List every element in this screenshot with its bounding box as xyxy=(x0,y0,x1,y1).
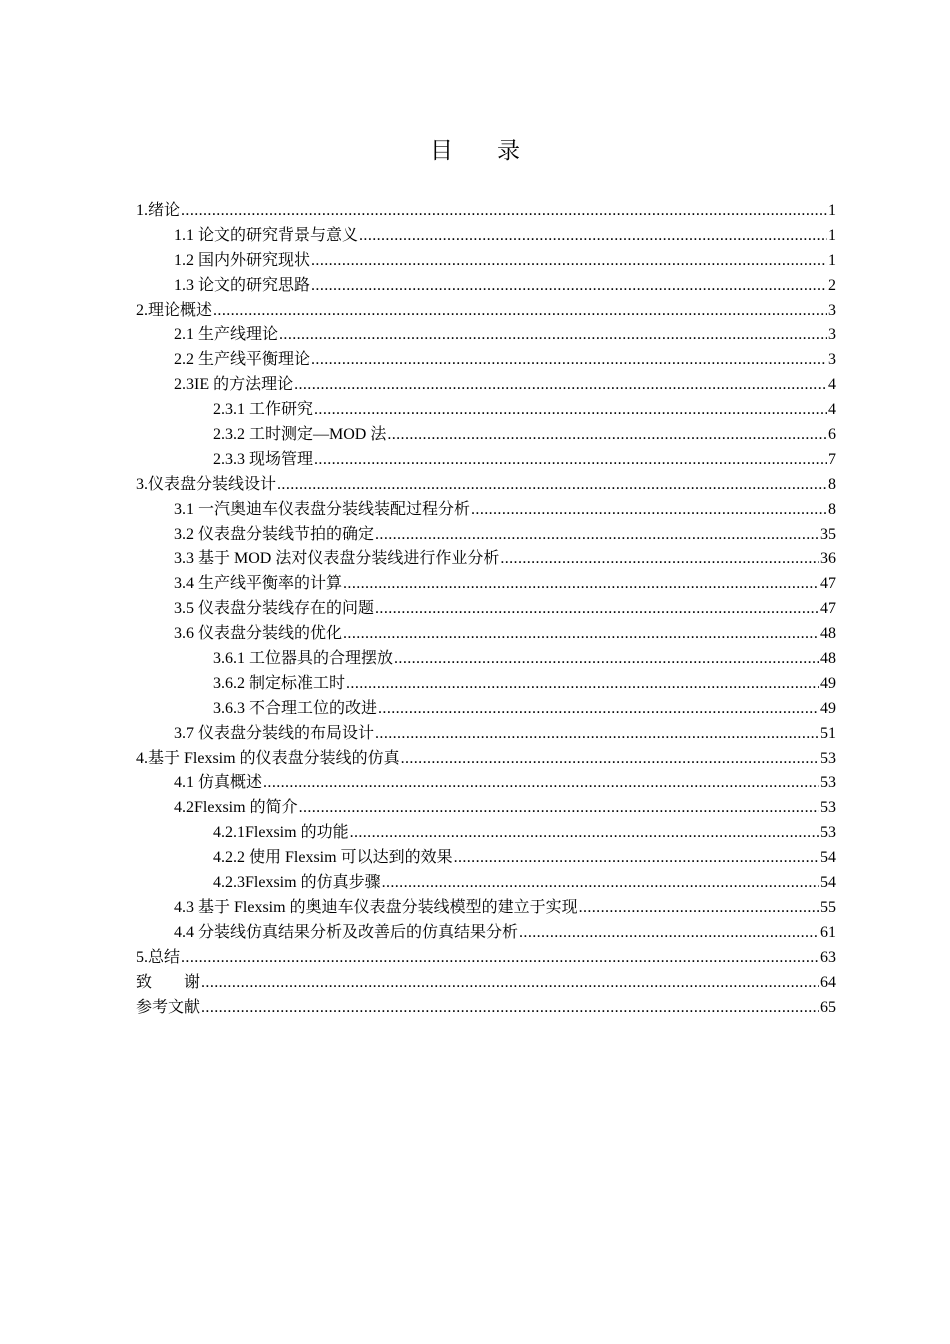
toc-dot-leader xyxy=(314,398,827,423)
toc-page-number: 48 xyxy=(820,650,836,668)
toc-dot-leader xyxy=(382,871,819,896)
toc-dot-leader xyxy=(311,274,827,299)
toc-entry-title: 2.3.3 现场管理 xyxy=(213,450,314,468)
toc-dot-leader xyxy=(378,697,819,722)
toc-dot-leader xyxy=(343,622,819,647)
toc-page-number: 8 xyxy=(828,500,836,518)
toc-entry-title: 3.4 生产线平衡率的计算 xyxy=(174,575,343,593)
toc-entry[interactable] xyxy=(136,597,836,622)
toc-entry[interactable] xyxy=(136,547,836,572)
toc-entry-title: 1.绪论 xyxy=(136,202,181,219)
toc-entry[interactable] xyxy=(136,398,836,423)
toc-page-number: 1 xyxy=(828,226,836,244)
toc-dot-leader xyxy=(375,597,819,622)
toc-dot-leader xyxy=(500,547,819,572)
toc-dot-leader xyxy=(346,672,819,697)
toc-entry[interactable] xyxy=(136,846,836,871)
toc-page-number: 49 xyxy=(820,674,836,692)
toc-entry[interactable] xyxy=(136,348,836,373)
toc-page-number: 1 xyxy=(828,202,836,219)
toc-entry-title: 3.5 仪表盘分装线存在的问题 xyxy=(174,600,375,618)
toc-dot-leader xyxy=(454,846,819,871)
toc-entry-title: 致 谢 xyxy=(136,973,201,991)
toc-entry-title: 4.2Flexsim 的简介 xyxy=(174,799,298,817)
toc-dot-leader xyxy=(277,473,827,498)
toc-entry-title: 3.6.2 制定标准工时 xyxy=(213,674,346,692)
toc-page-number: 55 xyxy=(820,898,836,916)
toc-dot-leader xyxy=(311,348,827,373)
toc-entry-title: 4.基于 Flexsim 的仪表盘分装线的仿真 xyxy=(136,749,400,767)
toc-dot-leader xyxy=(375,523,819,548)
toc-page-number: 54 xyxy=(820,849,836,867)
toc-page-number: 1 xyxy=(828,251,836,269)
toc-entry-title: 4.2.2 使用 Flexsim 可以达到的效果 xyxy=(213,849,453,867)
toc-entry-title: 3.仪表盘分装线设计 xyxy=(136,475,277,493)
toc-entry-title: 2.2 生产线平衡理论 xyxy=(174,351,311,369)
toc-entry[interactable] xyxy=(136,323,836,348)
toc-dot-leader xyxy=(181,199,827,224)
toc-entry-title: 2.1 生产线理论 xyxy=(174,326,279,344)
toc-page-number: 4 xyxy=(828,376,836,394)
toc-entry-title: 4.2.1Flexsim 的功能 xyxy=(213,824,349,842)
toc-page-number: 4 xyxy=(828,401,836,419)
toc-page-number: 64 xyxy=(820,973,836,991)
toc-entry-title: 4.2.3Flexsim 的仿真步骤 xyxy=(213,874,381,892)
toc-dot-leader xyxy=(350,821,819,846)
toc-dot-leader xyxy=(279,323,827,348)
toc-page-number: 3 xyxy=(828,301,836,319)
toc-entry-title: 2.3.2 工时测定—MOD 法 xyxy=(213,426,387,444)
toc-entry[interactable] xyxy=(136,274,836,299)
toc-entry[interactable] xyxy=(136,523,836,548)
toc-dot-leader xyxy=(213,299,827,324)
toc-entry[interactable] xyxy=(136,796,836,821)
toc-page-number: 51 xyxy=(820,724,836,742)
toc-page-number: 48 xyxy=(820,625,836,643)
toc-dot-leader xyxy=(201,971,819,996)
toc-page-number: 53 xyxy=(820,824,836,842)
toc-dot-leader xyxy=(375,722,819,747)
toc-dot-leader xyxy=(471,498,827,523)
toc-entry-title: 4.3 基于 Flexsim 的奥迪车仪表盘分装线模型的建立于实现 xyxy=(174,898,578,916)
toc-dot-leader xyxy=(201,996,819,1021)
toc-entry-title: 3.6.3 不合理工位的改进 xyxy=(213,699,378,717)
toc-dot-leader xyxy=(181,946,819,971)
toc-entry[interactable] xyxy=(136,622,836,647)
toc-entry[interactable] xyxy=(136,896,836,921)
toc-dot-leader xyxy=(263,771,819,796)
toc-dot-leader xyxy=(359,224,827,249)
toc-entry[interactable] xyxy=(136,697,836,722)
toc-entry[interactable] xyxy=(136,473,836,498)
toc-entry[interactable] xyxy=(136,224,836,249)
toc-entry[interactable] xyxy=(136,498,836,523)
toc-page-number: 53 xyxy=(820,749,836,767)
toc-dot-leader xyxy=(311,249,827,274)
toc-page-number: 53 xyxy=(820,799,836,817)
toc-entry[interactable] xyxy=(136,871,836,896)
toc-page-number: 35 xyxy=(820,525,836,543)
toc-entry[interactable] xyxy=(136,199,836,224)
toc-entry[interactable] xyxy=(136,996,836,1021)
toc-entry[interactable] xyxy=(136,921,836,946)
toc-page-number: 65 xyxy=(820,998,836,1016)
toc-entry[interactable] xyxy=(136,647,836,672)
toc-dot-leader xyxy=(387,423,827,448)
toc-page-number: 47 xyxy=(820,575,836,593)
toc-page-number: 3 xyxy=(828,351,836,369)
toc-entry[interactable] xyxy=(136,771,836,796)
toc-entry[interactable] xyxy=(136,423,836,448)
toc-page-number: 63 xyxy=(820,948,836,966)
toc-page-number: 36 xyxy=(820,550,836,568)
toc-entry[interactable] xyxy=(136,821,836,846)
toc-entry-title: 3.3 基于 MOD 法对仪表盘分装线进行作业分析 xyxy=(174,550,500,568)
toc-entry-title: 3.6.1 工位器具的合理摆放 xyxy=(213,650,394,668)
toc-page-number: 6 xyxy=(828,426,836,444)
toc-entry-title: 参考文献 xyxy=(136,998,201,1016)
toc-page-number: 54 xyxy=(820,874,836,892)
toc-entry-title: 2.理论概述 xyxy=(136,301,213,319)
toc-entry[interactable] xyxy=(136,722,836,747)
toc-entry-title: 5.总结 xyxy=(136,948,181,966)
toc-dot-leader xyxy=(519,921,819,946)
toc-page-number: 61 xyxy=(820,923,836,941)
table-of-contents xyxy=(136,199,836,1020)
toc-entry-title: 4.1 仿真概述 xyxy=(174,774,263,792)
toc-entry[interactable] xyxy=(136,448,836,473)
toc-entry[interactable] xyxy=(136,373,836,398)
toc-entry-title: 3.6 仪表盘分装线的优化 xyxy=(174,625,343,643)
toc-entry[interactable] xyxy=(136,299,836,324)
toc-dot-leader xyxy=(314,448,827,473)
page-title: 目录 xyxy=(430,138,564,163)
toc-page-number: 53 xyxy=(820,774,836,792)
toc-page-number: 2 xyxy=(828,276,836,294)
toc-dot-leader xyxy=(299,796,819,821)
toc-entry[interactable] xyxy=(136,946,836,971)
toc-entry[interactable] xyxy=(136,249,836,274)
toc-entry-title: 3.2 仪表盘分装线节拍的确定 xyxy=(174,525,375,543)
toc-entry-title: 3.7 仪表盘分装线的布局设计 xyxy=(174,724,375,742)
toc-entry[interactable] xyxy=(136,747,836,772)
toc-entry-title: 4.4 分装线仿真结果分析及改善后的仿真结果分析 xyxy=(174,923,519,941)
toc-entry-title: 2.3.1 工作研究 xyxy=(213,401,314,419)
toc-page-number: 47 xyxy=(820,600,836,618)
toc-entry[interactable] xyxy=(136,672,836,697)
toc-dot-leader xyxy=(579,896,819,921)
toc-dot-leader xyxy=(343,572,819,597)
toc-entry[interactable] xyxy=(136,572,836,597)
toc-page-number: 8 xyxy=(828,475,836,493)
toc-page-number: 3 xyxy=(828,326,836,344)
toc-page-number: 7 xyxy=(828,450,836,468)
toc-entry-title: 1.2 国内外研究现状 xyxy=(174,251,311,269)
toc-entry[interactable] xyxy=(136,971,836,996)
toc-entry-title: 1.1 论文的研究背景与意义 xyxy=(174,226,359,244)
toc-entry-title: 1.3 论文的研究思路 xyxy=(174,276,311,294)
toc-dot-leader xyxy=(294,373,827,398)
toc-dot-leader xyxy=(401,747,819,772)
toc-page-number: 49 xyxy=(820,699,836,717)
toc-dot-leader xyxy=(394,647,819,672)
toc-entry-title: 2.3IE 的方法理论 xyxy=(174,376,294,394)
toc-entry-title: 3.1 一汽奥迪车仪表盘分装线装配过程分析 xyxy=(174,500,471,518)
